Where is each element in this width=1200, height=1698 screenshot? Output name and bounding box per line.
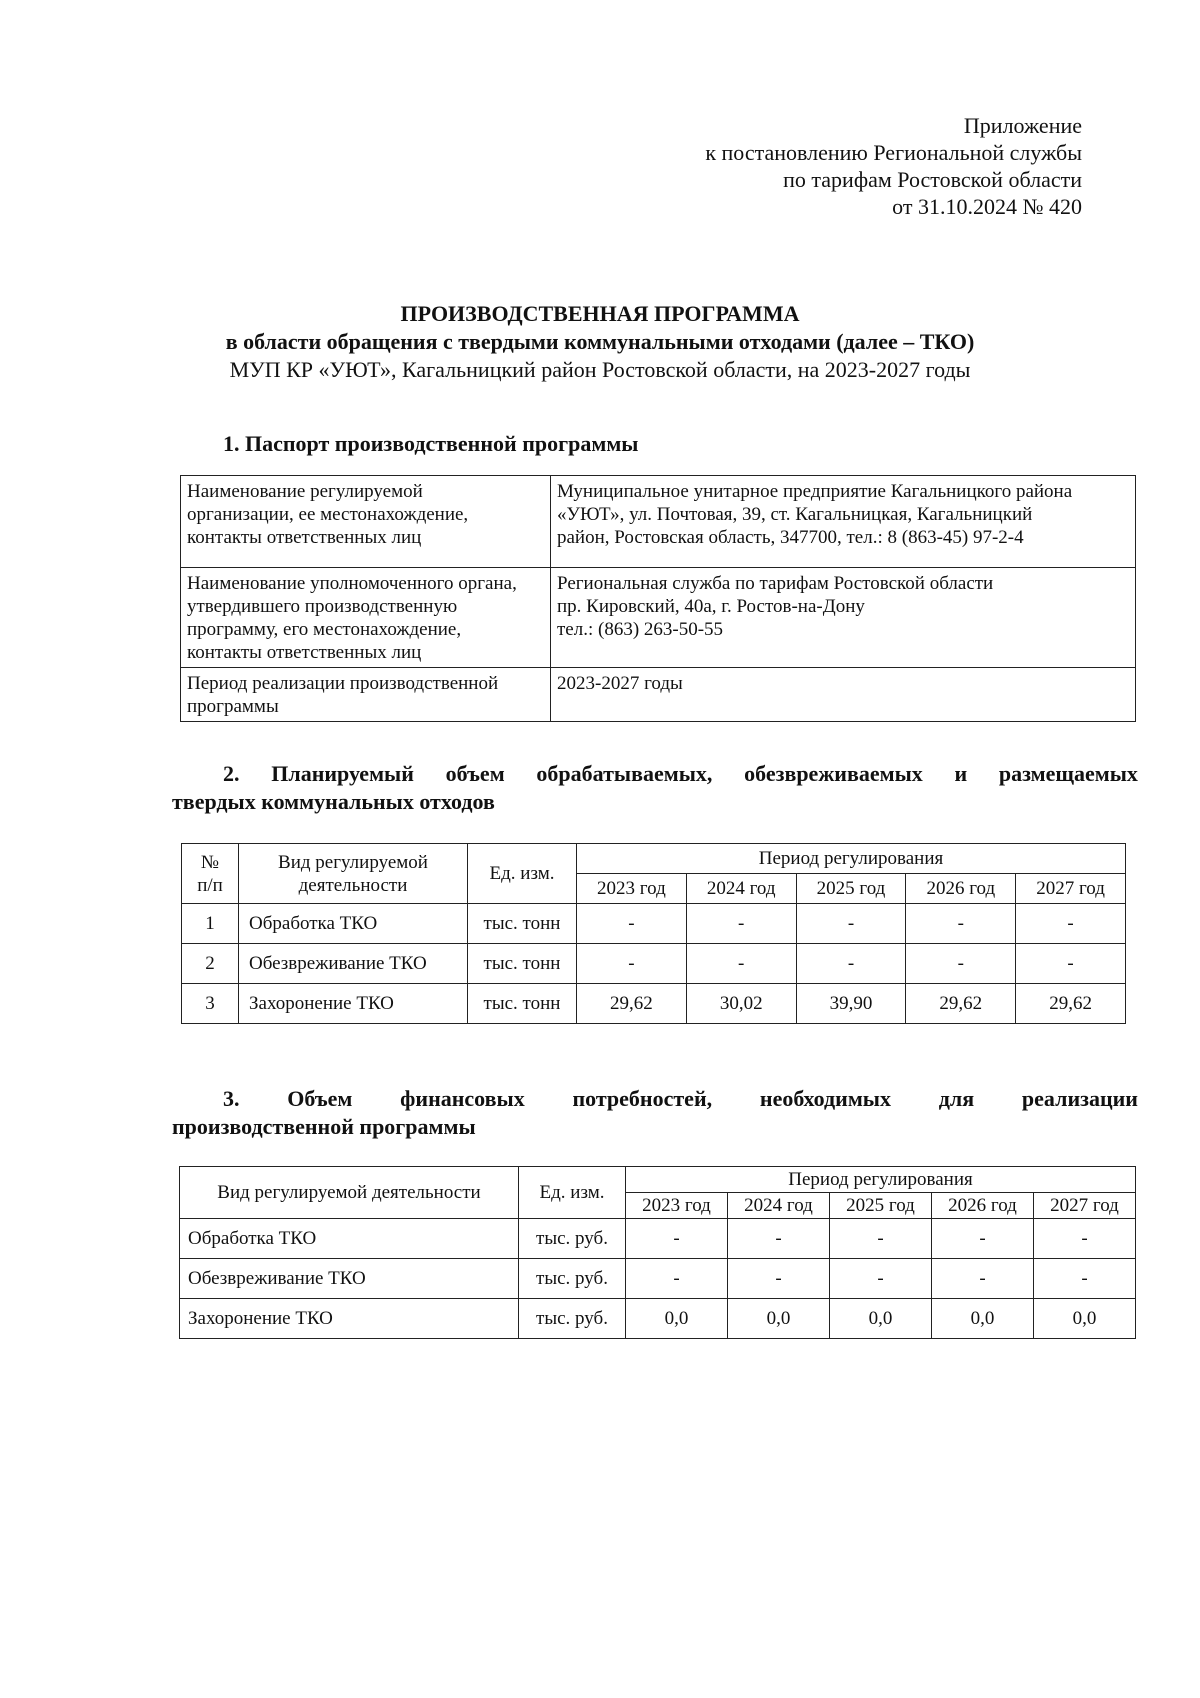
cell-unit: тыс. тонн <box>468 944 577 984</box>
cell-value: - <box>686 904 796 944</box>
title-sub: в области обращения с твердыми коммунальными отходами (далее – ТКО) <box>225 329 975 354</box>
cell-activity: Обработка ТКО <box>239 904 468 944</box>
col-header-year: 2024 год <box>686 874 796 904</box>
cell-unit: тыс. руб. <box>519 1219 626 1259</box>
passport-label: Наименование уполномоченного органа, утвердившего производственную программу, его местонахождение, контакты ответственных лиц <box>181 568 551 668</box>
volume-table <box>181 843 1126 1024</box>
cell-unit: тыс. руб. <box>519 1299 626 1339</box>
cell-value: - <box>1016 904 1126 944</box>
cell-value: 0,0 <box>728 1299 830 1339</box>
section1-heading: 1. Паспорт производственной программы <box>223 431 639 456</box>
cell-num: 2 <box>182 944 239 984</box>
col-header-year: 2023 год <box>577 874 687 904</box>
cell-num: 3 <box>182 984 239 1024</box>
table-row <box>182 944 1126 984</box>
table-row <box>182 904 1126 944</box>
cell-value: 30,02 <box>686 984 796 1024</box>
cell-value: 0,0 <box>1034 1299 1136 1339</box>
cell-value: 29,62 <box>577 984 687 1024</box>
cell-value: 29,62 <box>906 984 1016 1024</box>
passport-label: Наименование регулируемой организации, ее местонахождение, контакты ответственных лиц <box>181 476 551 568</box>
appendix-line: от 31.10.2024 № 420 <box>892 194 1082 219</box>
cell-activity: Захоронение ТКО <box>239 984 468 1024</box>
cell-value: - <box>932 1259 1034 1299</box>
cell-value: - <box>728 1259 830 1299</box>
cell-unit: тыс. тонн <box>468 904 577 944</box>
table-header-row <box>180 1167 1136 1193</box>
passport-value: 2023-2027 годы <box>551 668 1136 722</box>
cell-value: - <box>1034 1259 1136 1299</box>
col-header-unit: Ед. изм. <box>519 1167 626 1219</box>
table-row <box>181 668 1136 722</box>
cell-unit: тыс. руб. <box>519 1259 626 1299</box>
cell-value: - <box>796 944 906 984</box>
table-header-row <box>182 844 1126 874</box>
col-header-period: Период регулирования <box>577 844 1126 874</box>
passport-value: Региональная служба по тарифам Ростовской области пр. Кировский, 40а, г. Ростов-на-Дону тел.: (863) 263-50-55 <box>551 568 1136 668</box>
cell-activity: Обезвреживание ТКО <box>239 944 468 984</box>
table-row <box>180 1219 1136 1259</box>
col-header-activity: Вид регулируемой деятельности <box>239 844 468 904</box>
col-header-year: 2027 год <box>1016 874 1126 904</box>
title-org: МУП КР «УЮТ», Кагальницкий район Ростовской области, на 2023-2027 годы <box>229 357 971 382</box>
table-row <box>180 1259 1136 1299</box>
cell-value: - <box>906 904 1016 944</box>
cell-value: 0,0 <box>626 1299 728 1339</box>
col-header-year: 2024 год <box>728 1193 830 1219</box>
col-header-activity: Вид регулируемой деятельности <box>180 1167 519 1219</box>
cell-value: - <box>686 944 796 984</box>
cell-activity: Обработка ТКО <box>180 1219 519 1259</box>
title-main: ПРОИЗВОДСТВЕННАЯ ПРОГРАММА <box>400 301 800 326</box>
cell-activity: Обезвреживание ТКО <box>180 1259 519 1299</box>
cell-value: 29,62 <box>1016 984 1126 1024</box>
passport-label: Период реализации производственной программы <box>181 668 551 722</box>
col-header-period: Период регулирования <box>626 1167 1136 1193</box>
cell-activity: Захоронение ТКО <box>180 1299 519 1339</box>
cell-unit: тыс. тонн <box>468 984 577 1024</box>
passport-table <box>180 475 1136 722</box>
cell-value: - <box>577 944 687 984</box>
passport-value: Муниципальное унитарное предприятие Кагальницкого района «УЮТ», ул. Почтовая, 39, ст. Кагальницкая, Кагальницкий район, Ростовская область, 347700, тел.: 8 (863-45) 97-2-4 <box>551 476 1136 568</box>
col-header-year: 2025 год <box>830 1193 932 1219</box>
col-header-year: 2025 год <box>796 874 906 904</box>
cell-value: 0,0 <box>932 1299 1034 1339</box>
cell-value: - <box>626 1259 728 1299</box>
section3-heading: 3. Объем финансовых потребностей, необходимых для реализации производственной программы <box>172 1086 1138 1139</box>
table-row <box>180 1299 1136 1339</box>
finance-table <box>179 1166 1136 1339</box>
cell-num: 1 <box>182 904 239 944</box>
appendix-line: по тарифам Ростовской области <box>783 167 1082 192</box>
cell-value: - <box>1034 1219 1136 1259</box>
col-header-num: № п/п <box>182 844 239 904</box>
col-header-year: 2023 год <box>626 1193 728 1219</box>
appendix-line: Приложение <box>963 113 1082 138</box>
cell-value: - <box>626 1219 728 1259</box>
col-header-year: 2027 год <box>1034 1193 1136 1219</box>
cell-value: - <box>906 944 1016 984</box>
cell-value: - <box>830 1259 932 1299</box>
table-row <box>182 984 1126 1024</box>
cell-value: - <box>728 1219 830 1259</box>
col-header-year: 2026 год <box>906 874 1016 904</box>
cell-value: 0,0 <box>830 1299 932 1339</box>
table-row <box>181 568 1136 668</box>
appendix-line: к постановлению Региональной службы <box>705 140 1082 165</box>
document-title <box>0 300 1200 384</box>
cell-value: - <box>796 904 906 944</box>
col-header-unit: Ед. изм. <box>468 844 577 904</box>
cell-value: 39,90 <box>796 984 906 1024</box>
cell-value: - <box>932 1219 1034 1259</box>
section2-heading: 2. Планируемый объем обрабатываемых, обезвреживаемых и размещаемых твердых коммунальных отходов <box>172 761 1138 814</box>
appendix-header <box>705 112 1082 220</box>
cell-value: - <box>1016 944 1126 984</box>
cell-value: - <box>830 1219 932 1259</box>
cell-value: - <box>577 904 687 944</box>
table-row <box>181 476 1136 568</box>
col-header-year: 2026 год <box>932 1193 1034 1219</box>
